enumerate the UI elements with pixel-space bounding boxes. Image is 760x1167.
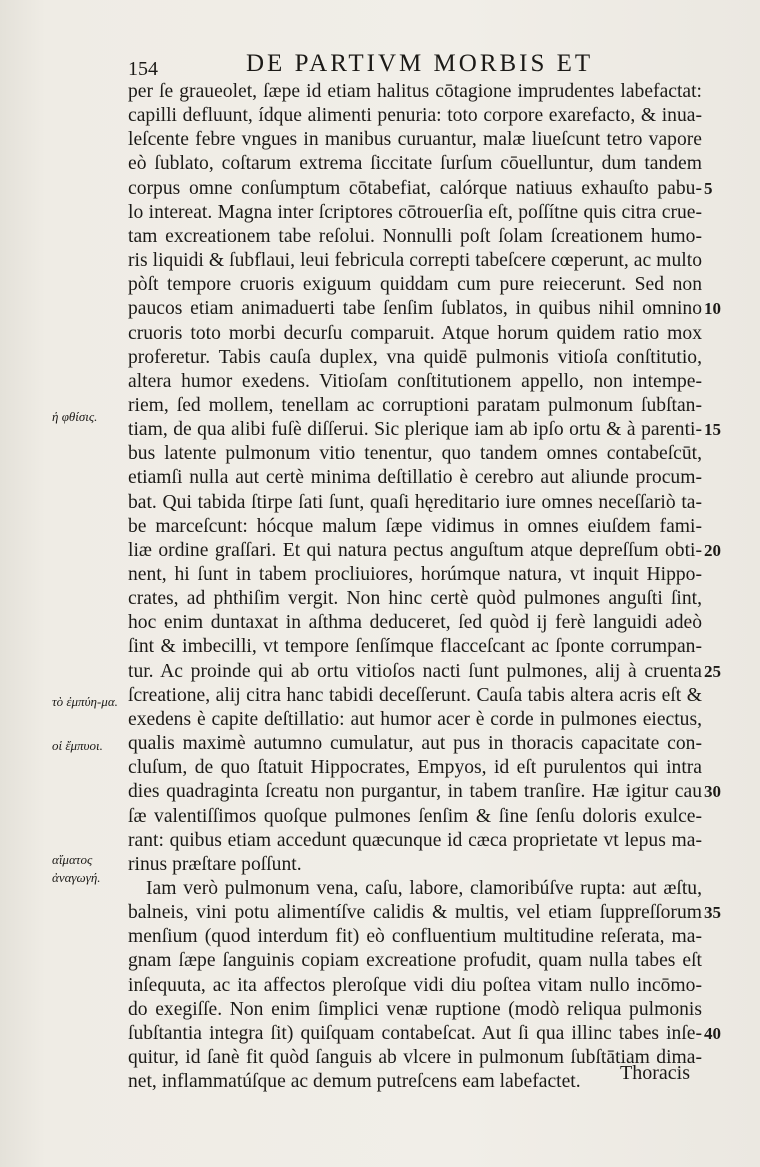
text-line: bus latente pulmonum vitio tenentur, quo tandem omnes contabeſcūt, — [128, 443, 702, 465]
text-line: tiam, de qua alibi fuſè diſſerui. Sic plerique iam ab ipſo ortu & à parenti- — [128, 419, 702, 441]
text-line: bat. Qui tabida ſtirpe ſati ſunt, quaſi hęreditario iure omnes neceſſariò ta- — [128, 491, 702, 513]
text-line: tur. Ac proinde qui ab ortu vitioſos nacti ſunt pulmones, alij à cruenta — [128, 660, 702, 682]
text-line: ſcreatione, alij citra hanc tabidi deceſſerunt. Cauſa tabis altera acris eſt & — [128, 684, 702, 706]
text-line: nent, hi ſunt in tabem procliuiores, horúmque natura, vt inquit Hippo- — [128, 564, 702, 585]
marginal-note: τὸ ἐμπύη-μα. — [52, 694, 118, 709]
catchword: Thoracis — [620, 1062, 690, 1084]
text-line: tam excreationem tabe reſolui. Nonnulli poſt ſolam ſcreationem humo- — [128, 225, 702, 247]
text-line: paucos etiam animaduerti tabe ſenſim ſublatos, in quibus nihil omnino — [128, 298, 702, 320]
text-line: quitur, id ſanè fit quòd ſanguis ab vlcere in pulmonum ſubſtātiam dima- — [128, 1047, 702, 1068]
text-line: rant: quibus etiam accedunt quæcunque id cæca proprietate vt lepus ma- — [128, 829, 702, 851]
marginal-note: ἡ φθίσις. — [52, 409, 98, 424]
text-line: liæ ordine graſſari. Et qui natura pectus anguſtum atque depreſſum obti- — [128, 539, 702, 561]
line-number: 10 — [704, 299, 721, 319]
running-title: DE PARTIVM MORBIS ET — [246, 50, 594, 77]
text-line: hoc enim duntaxat in aſthma deduceret, ſed quòd ij ferè languidi adeò — [128, 612, 702, 634]
line-number: 25 — [704, 661, 721, 681]
text-line: cluſum, de quo ſtatuit Hippocrates, Empyos, id eſt purulentos qui intra — [128, 757, 702, 779]
text-line: net, inflammatúſque ac demum putreſcens eam labefactet. — [128, 1071, 581, 1093]
text-line: pòſt tempore cruoris exiguum quiddam cum pure reiecerunt. Sed non — [128, 274, 702, 296]
text-line: altera humor exedens. Vitioſam conſtitutionem appello, non intempe- — [128, 370, 702, 392]
marginal-note: οἱ ἔμπυοι. — [52, 738, 103, 753]
text-line: exedens è capite deſtillatio: aut humor acer è corde in pulmones eiectus, — [128, 708, 702, 730]
text-line: rinus præſtare poſſunt. — [128, 853, 302, 875]
text-line: per ſe graueolet, ſæpe id etiam halitus cōtagione imprudentes labefactat: — [128, 81, 702, 102]
page-number: 154 — [128, 58, 158, 80]
text-line: dies quadraginta ſcreatu non purgantur, in tabem tranſire. Hæ igitur cau — [128, 781, 702, 803]
text-line: ſint & imbecilli, vt tempore ſenſímque flacceſcant ac ſponte corrumpan- — [128, 636, 702, 658]
text-line: qualis maximè autumno cumulatur, aut pus in thoracis capacitate con- — [128, 733, 702, 755]
text-line: ſæ valentiſſimos quoſque pulmones ſenſim & ſine ſenſu doloris exulce- — [128, 805, 702, 827]
line-number: 15 — [704, 420, 721, 440]
text-line: leſcente febre vngues in manibus curuantur, malæ liueſcunt tetro vapore — [128, 129, 702, 151]
text-line: capilli defluunt, ídque alimenti penuria: toto corpore exarefacto, & inua- — [128, 105, 702, 127]
text-line: inſequuta, ac ita affectos pleroſque vidi diu poſtea vitam nullo incōmo- — [128, 974, 702, 996]
line-number: 40 — [704, 1023, 721, 1043]
line-number: 35 — [704, 903, 721, 923]
text-line: menſium (quod interdum fit) eò confluentium multitudine reſerata, ma- — [128, 926, 702, 948]
text-line: ſubſtantia integra ſit) quiſquam contabeſcat. Aut ſi qua illinc tabes inſe- — [128, 1022, 702, 1044]
line-number: 20 — [704, 540, 721, 560]
text-line: Iam verò pulmonum vena, caſu, labore, clamoribúſve rupta: aut æſtu, — [146, 877, 702, 899]
line-number: 5 — [704, 178, 713, 198]
text-line: do exegiſſe. Non enim ſimplici venæ ruptione (modò reliqua pulmonis — [128, 998, 702, 1020]
text-line: balneis, vini potu alimentíſve calidis & multis, vel etiam ſuppreſſorum — [128, 902, 702, 924]
marginal-note: αἵματος ἀναγωγή. — [52, 852, 101, 885]
text-line: ris liquidi & ſubflaui, leui febricula correpti tabeſcere cœperunt, ac multo — [128, 250, 702, 272]
text-line: lo intereat. Magna inter ſcriptores cōtrouerſia eſt, poſſítne quis citra crue- — [128, 201, 702, 223]
page-header — [0, 50, 760, 80]
text-line: be marceſcunt: hócque malum ſæpe vidimus in omnes eiuſdem fami- — [128, 515, 702, 537]
text-line: corpus omne conſumptum cōtabefiat, calórque natiuus exhauſto pabu- — [128, 177, 702, 199]
text-line: riem, ſed mollem, tenellam ac corruptioni paratam pulmonum ſubſtan- — [128, 394, 702, 416]
text-line: etiamſi nulla aut certè minima deſtillatio è cerebro aut aliunde procum- — [128, 467, 702, 489]
text-line: proferetur. Tabis cauſa duplex, vna quidē pulmonis vitioſa conſtitutio, — [128, 346, 702, 368]
text-line: crates, ad phthiſim vergit. Non hinc certè quòd pulmones anguſti ſint, — [128, 588, 702, 610]
text-line: cruoris toto morbi decurſu comparuit. Atque horum quidem ratio mox — [128, 322, 702, 344]
line-number: 30 — [704, 782, 721, 802]
text-line: gnam ſæpe ſanguinis copiam excreatione profudit, quam nulla tabes eſt — [128, 950, 702, 972]
text-line: eò ſublato, coſtarum extrema ſiccitate ſurſum cōuelluntur, dum tandem — [128, 153, 702, 175]
